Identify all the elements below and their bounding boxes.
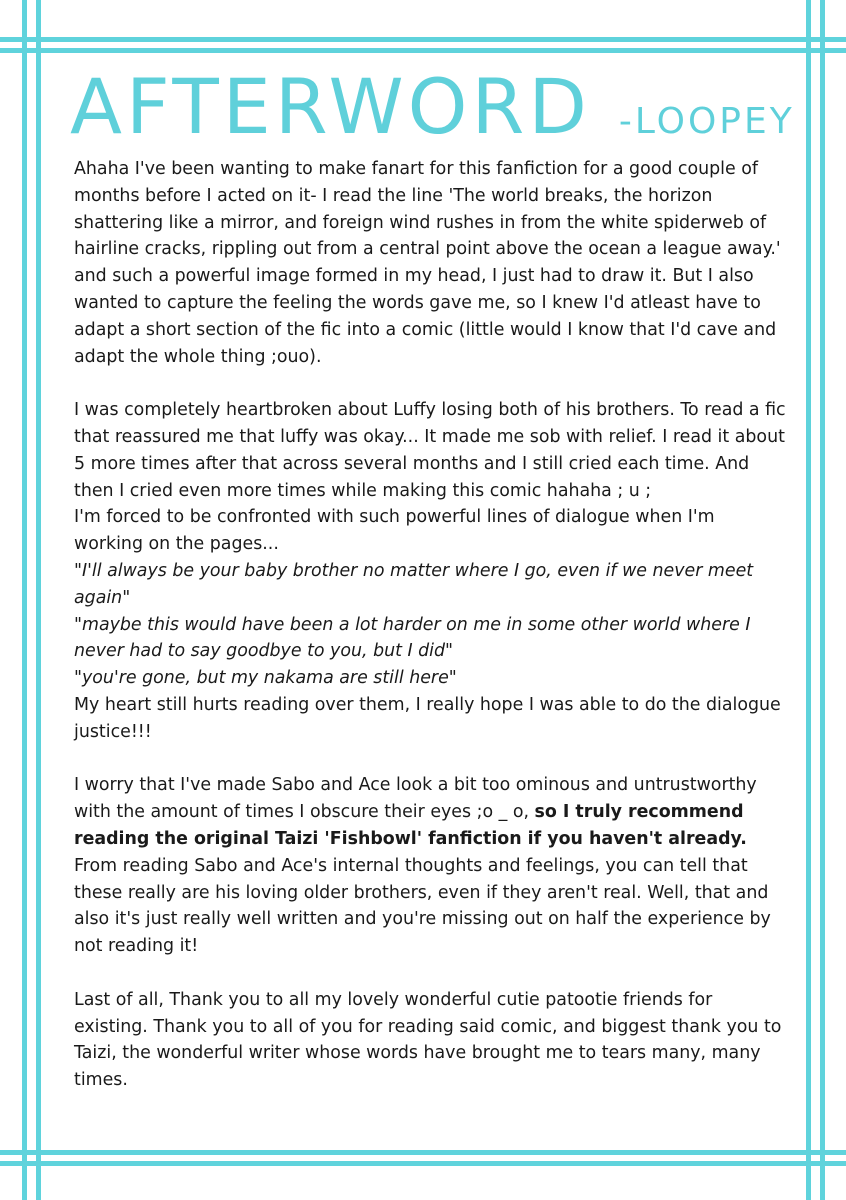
paragraph-worry — [74, 772, 786, 960]
page-title — [70, 62, 795, 151]
border-line-left-1 — [22, 0, 27, 1200]
border-line-left-2 — [36, 0, 41, 1200]
quote-nakama: "you're gone, but my nakama are still here" — [74, 668, 457, 689]
paragraph-heart-hurts: My heart still hurts reading over them, I really hope I was able to do the dialogue justice!!! — [74, 694, 781, 742]
internal-thoughts-text: From reading Sabo and Ace's internal thoughts and feelings, you can tell that these really are his loving older brothers, even if they aren't real. Well, that and also it's just really well written and you're missing out on half the experience by not reading it! — [74, 855, 771, 957]
recommend-text: so I truly recommend reading the original Taizi 'Fishbowl' fanfiction if you haven't already. — [74, 802, 747, 849]
title-author: -LOOPEY — [618, 101, 795, 142]
border-line-top-2 — [0, 48, 846, 53]
border-line-right-1 — [806, 0, 811, 1200]
worry-text: I worry that I've made Sabo and Ace look a bit too ominous and untrustworthy with the amount of times I obscure their eyes ;o _ o, — [74, 775, 757, 823]
border-line-bottom-1 — [0, 1150, 846, 1155]
paragraph-thanks: Last of all, Thank you to all my lovely wonderful cutie patootie friends for existing. Thank you to all of you for reading said comic, and biggest thank you to Taizi, the wonderful writer whose words have brought me to tears many, many times. — [74, 989, 782, 1091]
paragraph-dialogue-intro: I'm forced to be confronted with such powerful lines of dialogue when I'm working on the pages... — [74, 507, 715, 555]
paragraph-intro: Ahaha I've been wanting to make fanart for this fanfiction for a good couple of months before I acted on it- I read the line 'The world breaks, the horizon shattering like a mirror, and foreign wind rushes in from the white spiderweb of hairline cracks, rippling out from a central point above the ocean a league away.' and such a powerful image formed in my head, I just had to draw it. But I also wanted to capture the feeling the words gave me, so I knew I'd atleast have to adapt a short section of the fic into a comic (little would I know that I'd cave and adapt the whole thing ;ouo). — [74, 159, 781, 367]
quote-baby-brother: "I'll always be your baby brother no matter where I go, even if we never meet again" — [74, 560, 754, 608]
border-line-bottom-2 — [0, 1161, 846, 1166]
border-line-right-2 — [820, 0, 825, 1200]
paragraph-heartbroken: I was completely heartbroken about Luffy losing both of his brothers. To read a fic that reassured me that luffy was okay... It made me sob with relief. I read it about 5 more times after that across several months and I still cried each time. And then I cried even more times while making this comic hahaha ; u ; — [74, 400, 786, 501]
border-line-top-1 — [0, 37, 846, 42]
quote-other-world: "maybe this would have been a lot harder on me in some other world where I never had to say goodbye to you, but I did" — [74, 614, 751, 662]
afterword-body — [74, 156, 786, 1094]
title-main: AFTERWORD — [70, 62, 591, 151]
